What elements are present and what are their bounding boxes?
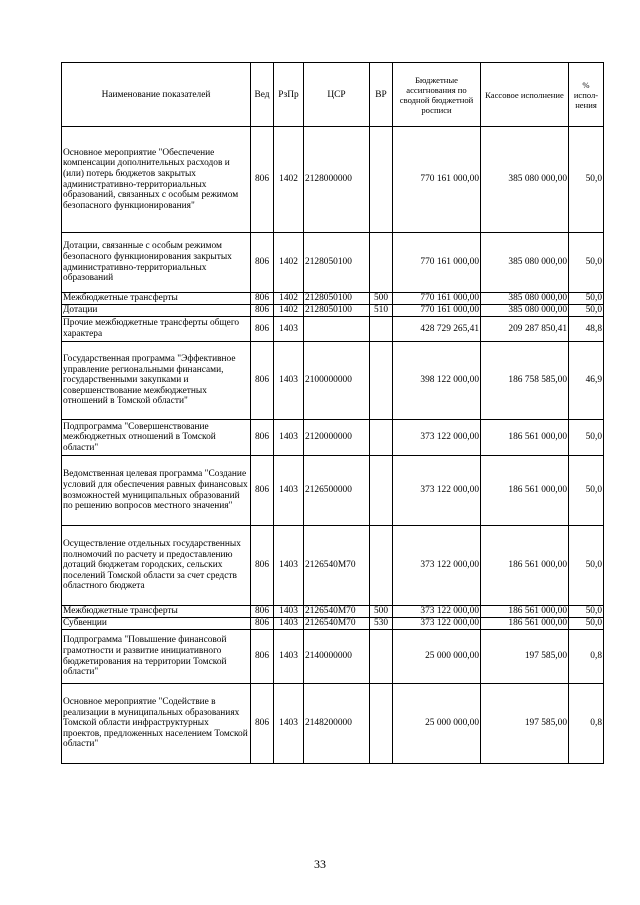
cell-csr: 2148200000	[304, 684, 370, 764]
cell-pct: 0,8	[569, 684, 604, 764]
cell-rzpr: 1403	[274, 630, 304, 684]
cell-pct: 50,0	[569, 618, 604, 630]
cell-pct: 50,0	[569, 305, 604, 317]
cell-pct: 50,0	[569, 127, 604, 233]
cell-name: Подпрограмма "Совершенствование межбюджетных отношений в Томской области"	[62, 420, 251, 456]
cell-rzpr: 1402	[274, 293, 304, 305]
header-rzpr: РзПр	[274, 63, 304, 127]
cell-plan: 770 161 000,00	[393, 305, 481, 317]
cell-exec: 209 287 850,41	[481, 317, 569, 342]
cell-csr: 2128050100	[304, 305, 370, 317]
cell-ved: 806	[251, 127, 274, 233]
cell-plan: 373 122 000,00	[393, 606, 481, 618]
cell-name: Ведомственная целевая программа "Создание условий для обеспечения равных финансовых возможностей муниципальных образований по решению вопросов местного значения"	[62, 456, 251, 526]
cell-vr	[370, 127, 393, 233]
cell-rzpr: 1402	[274, 305, 304, 317]
cell-vr	[370, 233, 393, 293]
cell-vr: 530	[370, 618, 393, 630]
table-row	[62, 618, 604, 630]
header-plan: Бюджетные ассигнования по сводной бюджетной росписи	[393, 63, 481, 127]
cell-name: Межбюджетные трансферты	[62, 606, 251, 618]
cell-pct: 50,0	[569, 526, 604, 606]
cell-pct: 48,8	[569, 317, 604, 342]
cell-csr: 2120000000	[304, 420, 370, 456]
cell-ved: 806	[251, 317, 274, 342]
cell-plan: 25 000 000,00	[393, 684, 481, 764]
header-exec: Кассовое исполнение	[481, 63, 569, 127]
page-number: 33	[314, 857, 326, 871]
cell-rzpr: 1403	[274, 606, 304, 618]
cell-plan: 373 122 000,00	[393, 420, 481, 456]
cell-csr: 2140000000	[304, 630, 370, 684]
table-row	[62, 305, 604, 317]
cell-exec: 186 561 000,00	[481, 456, 569, 526]
cell-name: Субвенции	[62, 618, 251, 630]
cell-vr	[370, 526, 393, 606]
cell-csr: 2126500000	[304, 456, 370, 526]
header-name: Наименование показателей	[62, 63, 251, 127]
cell-exec: 186 561 000,00	[481, 526, 569, 606]
cell-vr: 500	[370, 293, 393, 305]
cell-rzpr: 1403	[274, 342, 304, 420]
cell-exec: 186 561 000,00	[481, 618, 569, 630]
table-row	[62, 684, 604, 764]
cell-plan: 770 161 000,00	[393, 233, 481, 293]
table-row	[62, 630, 604, 684]
cell-rzpr: 1403	[274, 317, 304, 342]
cell-exec: 197 585,00	[481, 684, 569, 764]
header-pct: % испол-нения	[569, 63, 604, 127]
table-row	[62, 456, 604, 526]
cell-ved: 806	[251, 293, 274, 305]
cell-name: Подпрограмма "Повышение финансовой грамотности и развитие инициативного бюджетирования на территории Томской области"	[62, 630, 251, 684]
cell-vr	[370, 420, 393, 456]
cell-csr: 2128000000	[304, 127, 370, 233]
table-row	[62, 233, 604, 293]
cell-name: Межбюджетные трансферты	[62, 293, 251, 305]
cell-name: Основное мероприятие "Обеспечение компенсации дополнительных расходов и (или) потерь бюджетов закрытых административно-территориальных образований, связанных с особым режимом безопасного функционирования"	[62, 127, 251, 233]
table-body	[62, 127, 604, 764]
cell-ved: 806	[251, 526, 274, 606]
cell-plan: 428 729 265,41	[393, 317, 481, 342]
cell-name: Осуществление отдельных государственных полномочий по расчету и предоставлению дотаций бюджетам городских, сельских поселений Томской области за счет средств областного бюджета	[62, 526, 251, 606]
cell-name: Дотации, связанные с особым режимом безопасного функционирования закрытых административно-территориальных образований	[62, 233, 251, 293]
cell-pct: 50,0	[569, 293, 604, 305]
cell-csr: 2126540М70	[304, 618, 370, 630]
cell-vr	[370, 456, 393, 526]
header-vr: ВР	[370, 63, 393, 127]
cell-exec: 186 758 585,00	[481, 342, 569, 420]
cell-plan: 373 122 000,00	[393, 526, 481, 606]
cell-rzpr: 1403	[274, 618, 304, 630]
cell-exec: 385 080 000,00	[481, 305, 569, 317]
cell-ved: 806	[251, 305, 274, 317]
header-csr: ЦСР	[304, 63, 370, 127]
cell-rzpr: 1403	[274, 526, 304, 606]
cell-rzpr: 1402	[274, 233, 304, 293]
cell-rzpr: 1402	[274, 127, 304, 233]
cell-ved: 806	[251, 233, 274, 293]
cell-vr	[370, 342, 393, 420]
table-row	[62, 420, 604, 456]
cell-csr: 2128050100	[304, 293, 370, 305]
table-row	[62, 606, 604, 618]
cell-plan: 770 161 000,00	[393, 127, 481, 233]
cell-name: Государственная программа "Эффективное управление региональными финансами, государственными закупками и совершенствование межбюджетных отношений в Томской области"	[62, 342, 251, 420]
cell-ved: 806	[251, 342, 274, 420]
cell-vr	[370, 317, 393, 342]
cell-exec: 385 080 000,00	[481, 293, 569, 305]
cell-name: Основное мероприятие "Содействие в реализации в муниципальных образованиях Томской области инфраструктурных проектов, предложенных населением Томской области"	[62, 684, 251, 764]
cell-plan: 25 000 000,00	[393, 630, 481, 684]
cell-pct: 50,0	[569, 420, 604, 456]
cell-rzpr: 1403	[274, 684, 304, 764]
table-row	[62, 526, 604, 606]
budget-execution-table	[61, 62, 604, 764]
cell-vr	[370, 684, 393, 764]
cell-pct: 50,0	[569, 233, 604, 293]
cell-csr: 2126540М70	[304, 606, 370, 618]
cell-name: Прочие межбюджетные трансферты общего характера	[62, 317, 251, 342]
cell-exec: 385 080 000,00	[481, 127, 569, 233]
cell-plan: 770 161 000,00	[393, 293, 481, 305]
table-row	[62, 317, 604, 342]
cell-ved: 806	[251, 618, 274, 630]
cell-rzpr: 1403	[274, 420, 304, 456]
table-header-row	[62, 63, 604, 127]
cell-ved: 806	[251, 630, 274, 684]
cell-ved: 806	[251, 606, 274, 618]
cell-vr	[370, 630, 393, 684]
cell-exec: 186 561 000,00	[481, 420, 569, 456]
header-ved: Вед	[251, 63, 274, 127]
cell-ved: 806	[251, 420, 274, 456]
cell-exec: 197 585,00	[481, 630, 569, 684]
cell-csr: 2128050100	[304, 233, 370, 293]
cell-csr: 2100000000	[304, 342, 370, 420]
table-row	[62, 293, 604, 305]
cell-plan: 398 122 000,00	[393, 342, 481, 420]
cell-csr	[304, 317, 370, 342]
cell-name: Дотации	[62, 305, 251, 317]
table-row	[62, 127, 604, 233]
cell-pct: 50,0	[569, 606, 604, 618]
cell-pct: 0,8	[569, 630, 604, 684]
cell-pct: 50,0	[569, 456, 604, 526]
cell-plan: 373 122 000,00	[393, 618, 481, 630]
cell-ved: 806	[251, 456, 274, 526]
cell-exec: 385 080 000,00	[481, 233, 569, 293]
table-row	[62, 342, 604, 420]
cell-vr: 510	[370, 305, 393, 317]
cell-plan: 373 122 000,00	[393, 456, 481, 526]
cell-ved: 806	[251, 684, 274, 764]
cell-rzpr: 1403	[274, 456, 304, 526]
cell-csr: 2126540М70	[304, 526, 370, 606]
cell-vr: 500	[370, 606, 393, 618]
cell-exec: 186 561 000,00	[481, 606, 569, 618]
cell-pct: 46,9	[569, 342, 604, 420]
